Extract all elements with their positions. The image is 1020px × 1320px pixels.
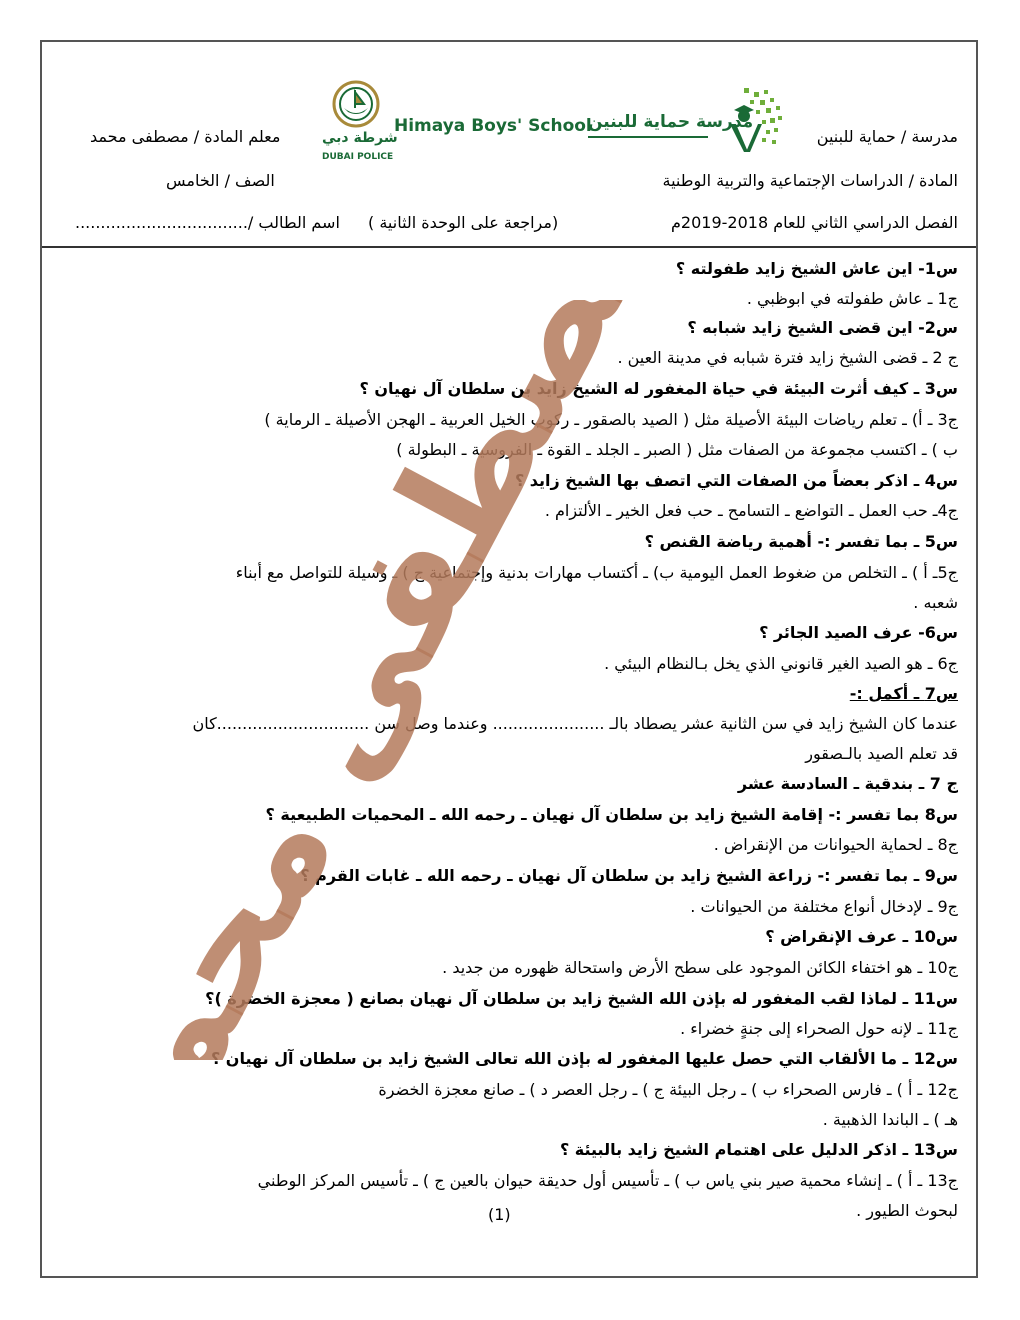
answer-line: هـ ) ـ الباندا الذهبية . [822, 1110, 958, 1129]
question-line: س11 ـ لماذا لقب المغفور له بإذن الله الشيخ زايد بن سلطان آل نهيان بصانع ( معجزة الخضرة )؟ [205, 989, 958, 1008]
question-line: س13 ـ اذكر الدليل على اهتمام الشيخ زايد بالبيئة ؟ [559, 1140, 958, 1159]
question-line: س4 ـ اذكر بعضاً من الصفات التي اتصف بها الشيخ زايد ؟ [514, 471, 958, 490]
police-logo-english: DUBAI POLICE [322, 152, 394, 162]
logo-underline [588, 136, 708, 138]
question-line: س5 ـ بما تفسر :- أهمية رياضة القنص ؟ [644, 532, 958, 551]
page-number: (1) [488, 1205, 511, 1224]
answer-line: ج4ـ حب العمل ـ التواضع ـ التسامح ـ حب فعل الخير ـ الألتزام . [544, 501, 958, 520]
question-line: س6- عرف الصيد الجائر ؟ [759, 623, 958, 642]
question-line: س9 ـ بما تفسر :- زراعة الشيخ زايد بن سلطان آل نهيان ـ رحمه الله ـ غابات القرم ؟ [300, 866, 958, 885]
answer-line: ج 2 ـ قضى الشيخ زايد فترة شبابه في مدينة العين . [617, 348, 958, 367]
question-line: س3 ـ كيف أثرت البيئة في حياة المغفور له الشيخ زايد بن سلطان آل نهيان ؟ [359, 379, 958, 398]
review-label: (مراجعة على الوحدة الثانية ) [368, 213, 559, 232]
police-emblem-icon [332, 78, 380, 130]
student-name-field: اسم الطالب /.................................. [75, 213, 340, 232]
answer-line: لبحوث الطيور . [856, 1201, 958, 1220]
answer-line: عندما كان الشيخ زايد في سن الثانية عشر يصطاد بالـ ...................... وعندما وصل سن ..............................كان [192, 714, 958, 733]
answer-line: قد تعلم الصيد بالـصقور [805, 744, 958, 763]
term-year-label: الفصل الدراسي الثاني للعام 2018-2019م [671, 213, 958, 232]
answer-line: ج12 ـ أ ) ـ فارس الصحراء ب ) ـ رجل البيئة ج ) ـ رجل العصر د ) ـ صانع معجزة الخضرة [378, 1080, 958, 1099]
teacher-label: معلم المادة / مصطفى محمد [90, 127, 281, 146]
question-line: س10 ـ عرف الإنقراض ؟ [765, 927, 958, 946]
answer-line: شعبه . [913, 593, 958, 612]
school-label: مدرسة / حماية للبنين [816, 127, 958, 146]
question-line: س7 ـ أكمل :- [849, 684, 958, 703]
police-logo-arabic: شرطة دبي [322, 130, 398, 146]
header-divider [42, 246, 976, 248]
school-logo-arabic: مدرسة حماية للبنين [588, 112, 754, 132]
question-line: س2- اين قضى الشيخ زايد شبابه ؟ [687, 318, 958, 337]
watermark-text: مصطفى محمد [130, 300, 690, 1060]
question-line: س12 ـ ما الألقاب التي حصل عليها المغفور له بإذن الله تعالى الشيخ زايد بن سلطان آل نهيان ؟ [210, 1049, 958, 1068]
grade-label: الصف / الخامس [166, 171, 275, 190]
answer-line: ج10 ـ هو اختفاء الكائن الموجود على سطح الأرض واستحالة ظهوره من جديد . [442, 958, 958, 977]
answer-line: ج13 ـ أ ) ـ إنشاء محمية صير بني ياس ب ) ـ تأسيس أول حديقة حيوان بالعين ج ) ـ تأسيس المركز الوطني [257, 1171, 958, 1190]
question-line: س8 بما تفسر :- إقامة الشيخ زايد بن سلطان آل نهيان ـ رحمه الله ـ المحميات الطبيعية ؟ [265, 805, 958, 824]
answer-line: ب ) ـ اكتسب مجموعة من الصفات مثل ( الصبر ـ الجلد ـ القوة ـ الفروسية ـ البطولة ) [396, 440, 958, 459]
answer-line: ج5ـ أ ) ـ التخلص من ضغوط العمل اليومية ب) ـ أكتساب مهارات بدنية وإجتماعية ج ) ـ وسيلة للتواصل مع أبناء [235, 563, 958, 582]
subject-label: المادة / الدراسات الإجتماعية والتربية الوطنية [662, 171, 958, 190]
answer-line: ج3 ـ أ) ـ تعلم رياضات البيئة الأصيلة مثل ( الصيد بالصقور ـ ركوب الخيل العربية ـ الهجن الأصيلة ـ الرماية ) [264, 410, 958, 429]
answer-line: ج1 ـ عاش طفولته في ابوظبي . [746, 289, 958, 308]
answer-line: ج8 ـ لحماية الحيوانات من الإنقراض . [713, 835, 958, 854]
school-logo-english: Himaya Boys' School [394, 116, 592, 136]
answer-line: ج9 ـ لإدخال أنواع مختلفة من الحيوانات . [690, 897, 958, 916]
question-line: ج 7 ـ بندقية ـ السادسة عشر [737, 774, 958, 793]
answer-line: ج11 ـ لإنه حول الصحراء إلى جنةٍ خضراء . [680, 1019, 958, 1038]
answer-line: ج6 ـ هو الصيد الغير قانوني الذي يخل بـالنظام البيئي . [604, 654, 958, 673]
question-line: س1- اين عاش الشيخ زايد طفولته ؟ [675, 259, 958, 278]
